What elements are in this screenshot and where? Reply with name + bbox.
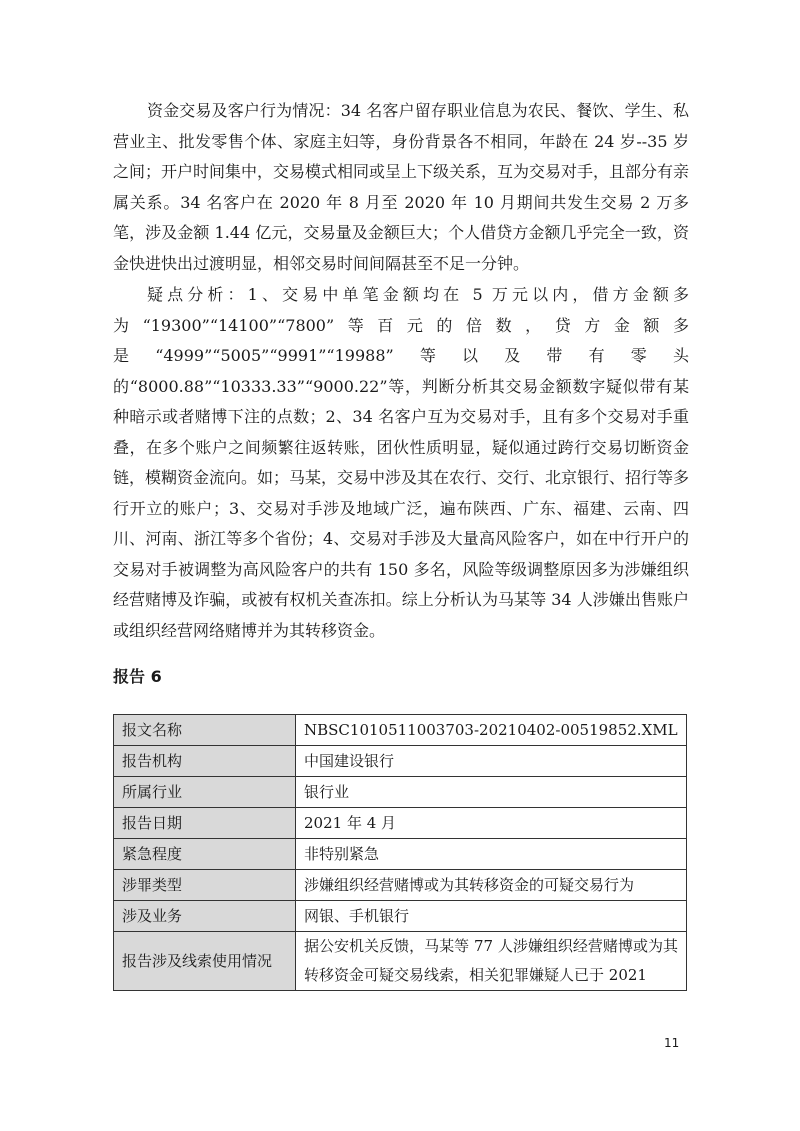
row-value: 网银、手机银行 (296, 901, 687, 932)
row-value: 涉嫌组织经营赌博或为其转移资金的可疑交易行为 (296, 870, 687, 901)
row-value: 银行业 (296, 777, 687, 808)
row-label: 报告涉及线索使用情况 (114, 932, 296, 991)
table-row (114, 901, 687, 932)
row-value: 中国建设银行 (296, 746, 687, 777)
page-number: 11 (664, 1036, 680, 1050)
row-label: 报告日期 (114, 808, 296, 839)
row-label: 涉及业务 (114, 901, 296, 932)
table-row (114, 839, 687, 870)
table-row (114, 932, 687, 991)
paragraph-suspicion-analysis: 疑点分析：1、交易中单笔金额均在 5 万元以内，借方金额多为“19300”“14100”“7800”等百元的倍数，贷方金额多是“4999”“5005”“9991”“19988”等以及带有零头的“8000.88”“10333.33”“9000.22”等，判断分析其交易金额数字疑似带有某种暗示或者赌博下注的点数；2、34 名客户互为交易对手，且有多个交易对手重叠，在多个账户之间频繁往返转账，团伙性质明显，疑似通过跨行交易切断资金链，模糊资金流向。如；马某，交易中涉及其在农行、交行、北京银行、招行等多行开立的账户；3、交易对手涉及地域广泛，遍布陕西、广东、福建、云南、四川、河南、浙江等多个省份；4、交易对手涉及大量高风险客户，如在中行开户的交易对手被调整为高风险客户的共有 150 多名，风险等级调整原因多为涉嫌组织经营赌博及诈骗，或被有权机关查冻扣。综上分析认为马某等 34 人涉嫌出售账户或组织经营网络赌博并为其转移资金。 (113, 285, 690, 640)
row-label: 报告机构 (114, 746, 296, 777)
row-label: 紧急程度 (114, 839, 296, 870)
row-value: 非特别紧急 (296, 839, 687, 870)
table-row (114, 870, 687, 901)
row-value: 据公安机关反馈，马某等 77 人涉嫌组织经营赌博或为其转移资金可疑交易线索，相关犯罪嫌疑人已于 2021 (296, 932, 687, 991)
table-row (114, 715, 687, 746)
row-label: 所属行业 (114, 777, 296, 808)
row-label: 报文名称 (114, 715, 296, 746)
row-value: NBSC1010511003703-20210402-00519852.XML (296, 715, 687, 746)
table-row (114, 746, 687, 777)
table-row (114, 808, 687, 839)
table-row (114, 777, 687, 808)
report-title: 报告 6 (113, 667, 162, 686)
row-label: 涉罪类型 (114, 870, 296, 901)
paragraph-fund-transactions: 资金交易及客户行为情况：34 名客户留存职业信息为农民、餐饮、学生、私营业主、批发零售个体、家庭主妇等，身份背景各不相同，年龄在 24 岁--35 岁之间；开户时间集中，交易模式相同或呈上下级关系，互为交易对手，且部分有亲属关系。34 名客户在 2020 年 8 月至 2020 年 10 月期间共发生交易 2 万多笔，涉及金额 1.44 亿元，交易量及金额巨大；个人借贷方金额几乎完全一致，资金快进快出过渡明显，相邻交易时间间隔甚至不足一分钟。 (113, 101, 690, 273)
report-info-table (113, 714, 687, 991)
row-value: 2021 年 4 月 (296, 808, 687, 839)
